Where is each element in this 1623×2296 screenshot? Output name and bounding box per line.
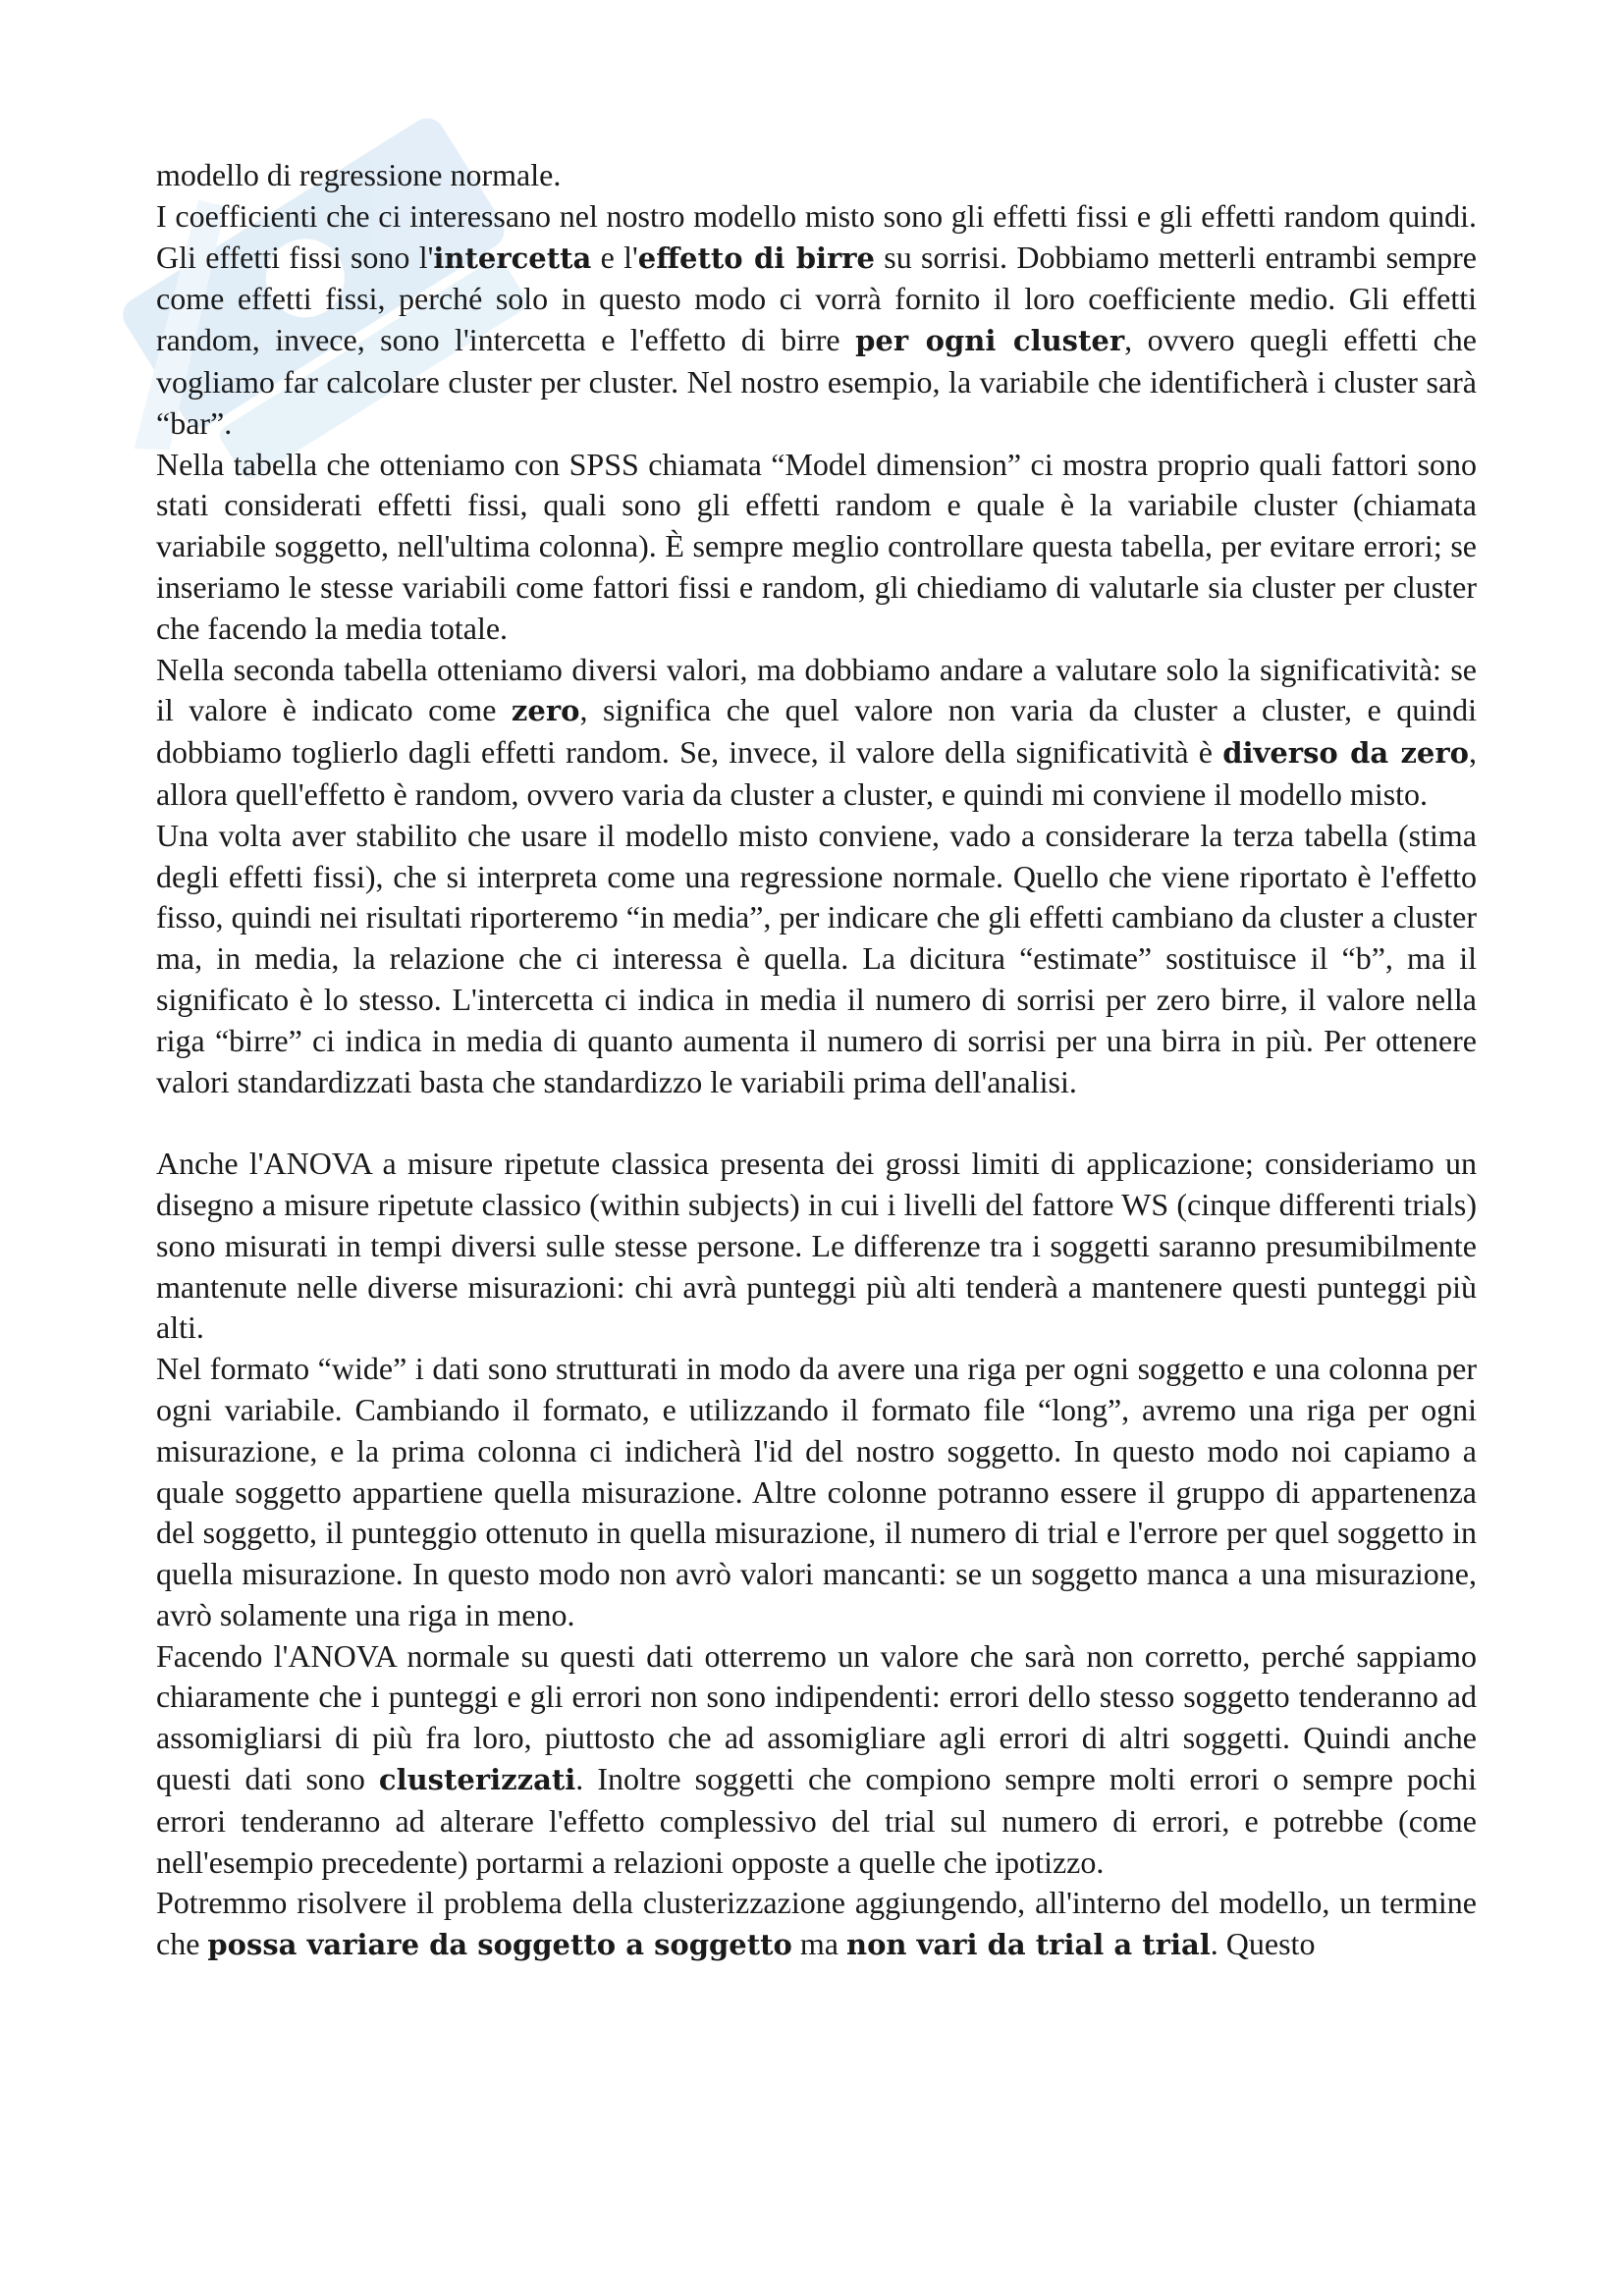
text-run: su sorrisi. Dobbiamo metterli entrambi sempre come effetti fissi, perché solo in questo modo ci vorrà fornito il loro coefficiente medio. Gli effetti random, invece, sono l'intercetta e l'effetto di birre [156, 239, 1478, 358]
text-run: Facendo l'ANOVA normale su questi dati otterremo un valore che sarà non corretto, perché sappiamo chiaramente che i punteggi e gli errori non sono indipendenti: errori dello stesso soggetto tenderanno ad assomigliarsi di più fra loro, piuttosto che ad assomigliare agli errori di altri soggetti. Quindi anche questi dati sono [156, 1637, 1477, 1797]
text-run: I coefficienti che ci interessano nel nostro modello misto sono gli effetti fissi e gli effetti random quindi. Gli effetti fissi sono l' [156, 197, 1477, 275]
paragraph [156, 196, 1477, 445]
text-run: , significa che quel valore non varia da cluster a cluster, e quindi dobbiamo toglierlo dagli effetti random. Se, invece, il valore della significatività è [156, 692, 1478, 771]
paragraph [156, 155, 1477, 196]
text-run: Anche l'ANOVA a misure ripetute classica presenta dei grossi limiti di applicazione; consideriamo un disegno a misure ripetute classico (within subjects) in cui i livelli del fattore WS (cinque differenti trials) sono misurati in tempi diversi sulle stesse persone. Le differenze tra i soggetti saranno presumibilmente mantenute nelle diverse misurazioni: chi avrà punteggi più alti tenderà a mantenere questi punteggi più alti. [156, 1146, 1477, 1346]
bold-text: clusterizzati [378, 1763, 576, 1797]
bold-text: intercetta [433, 240, 592, 275]
bold-text: zero [511, 694, 580, 728]
paragraph [156, 445, 1477, 650]
paragraph [156, 1349, 1477, 1636]
text-run: Nella seconda tabella otteniamo diversi valori, ma dobbiamo andare a valutare solo la significatività: se il valore è indicato come [156, 651, 1477, 728]
paragraph [156, 1636, 1477, 1884]
paragraph [156, 650, 1477, 816]
bold-text: per ogni cluster [855, 324, 1125, 358]
text-run: , ovvero quegli effetti che vogliamo far calcolare cluster per cluster. Nel nostro esempio, la variabile che identificherà i cluster sarà “bar”. [156, 322, 1478, 441]
text-run: ma [791, 1926, 846, 1962]
text-run: e l' [591, 239, 638, 275]
bold-text: diverso da zero [1222, 736, 1469, 771]
bold-text: non vari da trial a trial [845, 1928, 1211, 1962]
text-run: Una volta aver stabilito che usare il modello misto conviene, vado a considerare la terza tabella (stima degli effetti fissi), che si interpreta come una regressione normale. Quello che viene riportato è l'effetto fisso, quindi nei risultati riporteremo “in media”, per indicare che gli effetti cambiano da cluster a cluster ma, in media, la relazione che ci interessa è quella. La dicitura “estimate” sostituisce il “b”, ma il significato è lo stesso. L'intercetta ci indica in media il numero di sorrisi per zero birre, il valore nella riga “birre” ci indica in media di quanto aumenta il numero di sorrisi per una birra in più. Per ottenere valori standardizzati basta che standardizzo le variabili prima dell'analisi. [156, 817, 1477, 1099]
paragraph [156, 816, 1477, 1103]
text-run: Nella tabella che otteniamo con SPSS chiamata “Model dimension” ci mostra proprio quali fattori sono stati considerati effetti fissi, quali sono gli effetti random e quale è la variabile cluster (chiamata variabile soggetto, nell'ultima colonna). È sempre meglio controllare questa tabella, per evitare errori; se inseriamo le stesse variabili come fattori fissi e random, gli chiediamo di valutarle sia cluster per cluster che facendo la media totale. [156, 446, 1477, 646]
text-run: modello di regressione normale. [156, 157, 562, 192]
paragraph [156, 1144, 1477, 1349]
paragraph [156, 1883, 1477, 1966]
document-body [156, 155, 1477, 1966]
bold-text: effetto di birre [637, 240, 875, 275]
paragraph-spacer [156, 1102, 1477, 1144]
text-run: . Inoltre soggetti che compiono sempre molti errori o sempre pochi errori tenderanno ad alterare l'effetto complessivo del trial sul numero di errori, e potrebbe (come nell'esempio precedente) portarmi a relazioni opposte a quelle che ipotizzo. [156, 1761, 1477, 1880]
text-run: , allora quell'effetto è random, ovvero varia da cluster a cluster, e quindi mi conviene il modello misto. [156, 734, 1477, 812]
bold-text: possa variare da soggetto a soggetto [207, 1928, 792, 1962]
text-run: Potremmo risolvere il problema della clusterizzazione aggiungendo, all'interno del modello, un termine che [156, 1885, 1477, 1962]
text-run: Nel formato “wide” i dati sono strutturati in modo da avere una riga per ogni soggetto e una colonna per ogni variabile. Cambiando il formato, e utilizzando il formato file “long”, avremo una riga per ogni misurazione, e la prima colonna ci indicherà l'id del nostro soggetto. In questo modo noi capiamo a quale soggetto appartiene quella misurazione. Altre colonne potranno essere il gruppo di appartenenza del soggetto, il punteggio ottenuto in quella misurazione, il numero di trial e l'errore per quel soggetto in quella misurazione. In questo modo non avrò valori mancanti: se un soggetto manca a una misurazione, avrò solamente una riga in meno. [156, 1351, 1477, 1632]
text-run: . Questo [1210, 1926, 1316, 1962]
